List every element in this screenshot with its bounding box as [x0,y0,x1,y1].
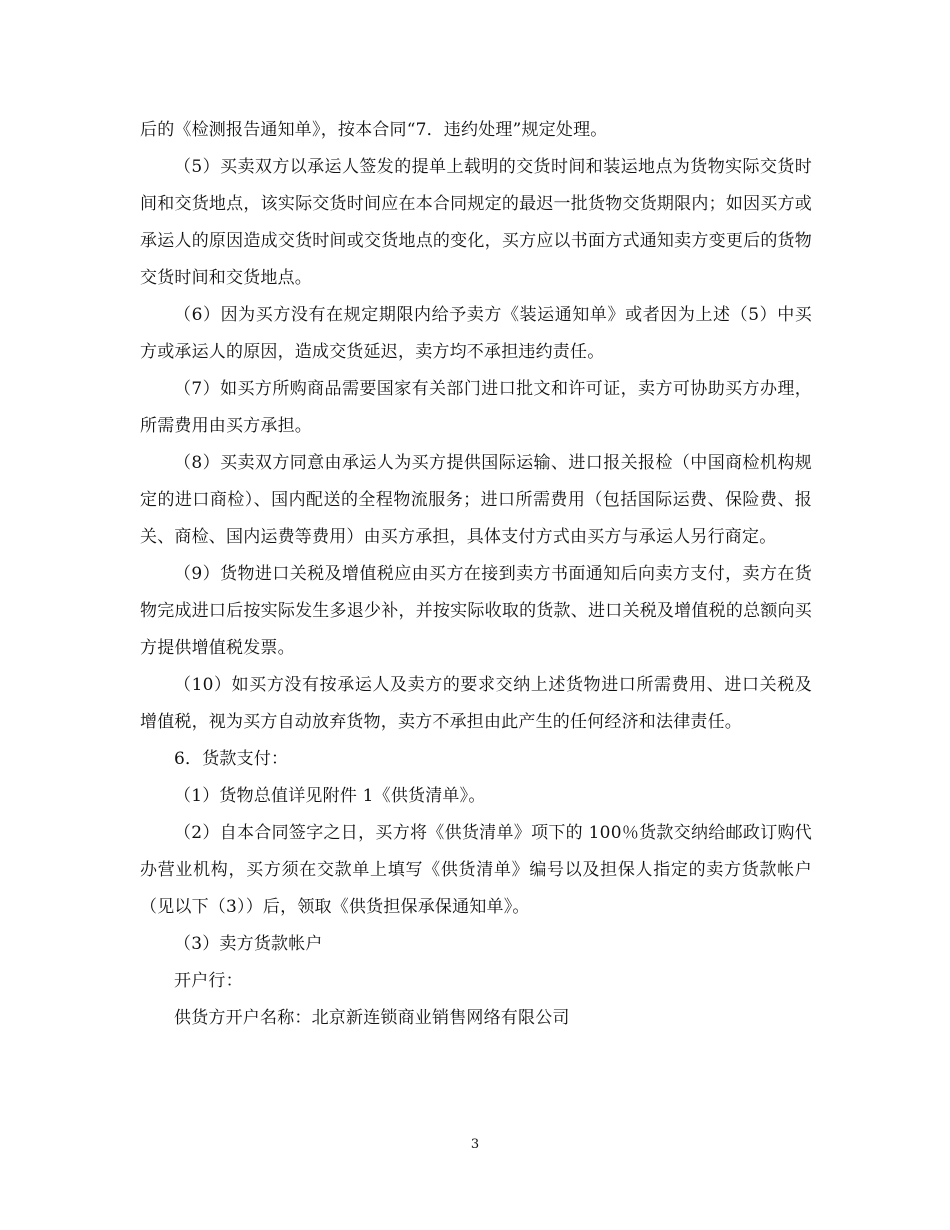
page-number: 3 [470,1137,480,1152]
paragraph-clause-6: （6）因为买方没有在规定期限内给予卖方《装运通知单》或者因为上述（5）中买方或承运人的原因，造成交货延迟，卖方均不承担违约责任。 [140,305,812,362]
paragraph-payment-1: （1）货物总值详见附件 1《供货清单》。 [174,786,486,806]
document-body [140,112,812,1037]
paragraph-bank: 开户行： [174,971,243,991]
paragraph-clause-7: （7）如买方所购商品需要国家有关部门进口批文和许可证，卖方可协助买方办理，所需费用由买方承担。 [140,379,812,436]
paragraph-continuation: 后的《检测报告通知单》，按本合同“7．违约处理”规定处理。 [140,120,608,140]
paragraph-payment-2: （2）自本合同签字之日，买方将《供货清单》项下的 100％货款交纳给邮政订购代办营业机构，买方须在交款单上填写《供货清单》编号以及担保人指定的卖方货款帐户（见以下（3））后，领取《供货担保承保通知单》。 [140,823,812,917]
paragraph-payment-3: （3）卖方货款帐户 [174,934,323,954]
paragraph-account-name: 供货方开户名称：北京新连锁商业销售网络有限公司 [174,1008,570,1028]
section-heading-payment: 6．货款支付： [174,749,289,769]
paragraph-clause-10: （10）如买方没有按承运人及卖方的要求交纳上述货物进口所需费用、进口关税及增值税，视为买方自动放弃货物，卖方不承担由此产生的任何经济和法律责任。 [140,675,812,732]
paragraph-clause-5: （5）买卖双方以承运人签发的提单上载明的交货时间和装运地点为货物实际交货时间和交货地点，该实际交货时间应在本合同规定的最迟一批货物交货期限内；如因买方或承运人的原因造成交货时间或交货地点的变化，买方应以书面方式通知卖方变更后的货物交货时间和交货地点。 [140,157,812,288]
paragraph-clause-9: （9）货物进口关税及增值税应由买方在接到卖方书面通知后向卖方支付，卖方在货物完成进口后按实际发生多退少补，并按实际收取的货款、进口关税及增值税的总额向买方提供增值税发票。 [140,564,812,658]
paragraph-clause-8: （8）买卖双方同意由承运人为买方提供国际运输、进口报关报检（中国商检机构规定的进口商检）、国内配送的全程物流服务；进口所需费用（包括国际运费、保险费、报关、商检、国内运费等费用）由买方承担，具体支付方式由买方与承运人另行商定。 [140,453,812,547]
